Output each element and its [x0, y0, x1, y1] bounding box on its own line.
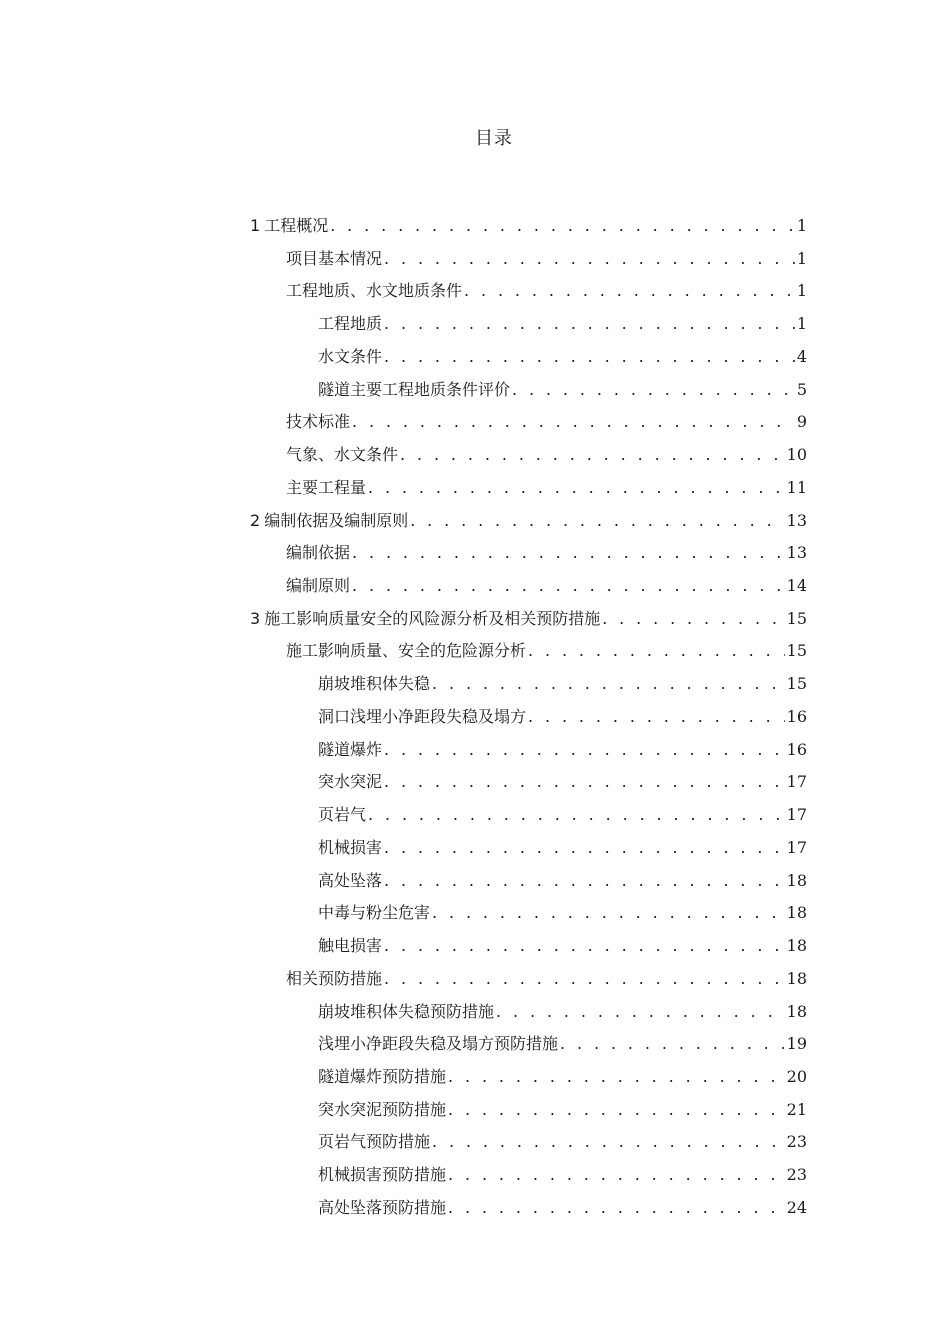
- toc-entry-title: 气象、水文条件: [286, 445, 399, 465]
- toc-entry[interactable]: [318, 303, 807, 335]
- toc-entry-page-number: 15: [786, 608, 807, 628]
- toc-entry-page-number: 1: [796, 281, 807, 301]
- toc-entry[interactable]: [318, 1154, 807, 1186]
- toc-entry[interactable]: [318, 761, 807, 793]
- toc-entry-page-number: 9: [796, 412, 807, 432]
- toc-entry-title: 隧道爆炸预防措施: [318, 1066, 447, 1086]
- toc-entry-page-number: 17: [786, 837, 807, 857]
- toc-entry[interactable]: [318, 1187, 807, 1219]
- toc-dot-leader: [384, 771, 785, 793]
- toc-entry-page-number: 15: [786, 641, 807, 661]
- toc-entry-title: 中毒与粉尘危害: [318, 903, 431, 923]
- toc-entry[interactable]: [318, 991, 807, 1023]
- toc-entry[interactable]: [318, 369, 807, 401]
- toc-entry-page-number: 11: [786, 477, 807, 497]
- toc-entry-title: 技术标准: [286, 412, 351, 432]
- toc-entry-page-number: 5: [796, 379, 807, 399]
- toc-dot-leader: [352, 542, 785, 564]
- toc-entry-title: 触电损害: [318, 936, 383, 956]
- toc-dot-leader: [352, 575, 785, 597]
- toc-entry-page-number: 1: [796, 314, 807, 334]
- toc-entry-page-number: 23: [786, 1165, 807, 1185]
- toc-entry-title: 工程地质、水文地质条件: [286, 281, 463, 301]
- toc-entry-title: 洞口浅埋小净距段失稳及塌方: [318, 706, 527, 726]
- toc-entry[interactable]: [318, 1023, 807, 1055]
- toc-entry[interactable]: [318, 892, 807, 924]
- toc-entry-title: 高处坠落预防措施: [318, 1197, 447, 1217]
- toc-entry[interactable]: [286, 467, 807, 499]
- toc-entry-page-number: 18: [786, 936, 807, 956]
- toc-entry-number: 3: [250, 608, 261, 628]
- toc-entry[interactable]: [286, 401, 807, 433]
- toc-dot-leader: [384, 346, 795, 368]
- toc-entry[interactable]: [250, 598, 807, 630]
- toc-entry-title: 突水突泥预防措施: [318, 1099, 447, 1119]
- toc-entry[interactable]: [318, 794, 807, 826]
- toc-entry[interactable]: [286, 630, 807, 662]
- toc-dot-leader: [496, 1001, 785, 1023]
- toc-entry-page-number: 17: [786, 805, 807, 825]
- toc-entry-title: 编制依据: [286, 543, 351, 563]
- toc-entry-title: 机械损害: [318, 837, 383, 857]
- toc-dot-leader: [432, 1131, 785, 1153]
- toc-entry[interactable]: [286, 238, 807, 270]
- toc-entry[interactable]: [318, 1121, 807, 1153]
- toc-dot-leader: [528, 640, 785, 662]
- toc-entry-title: 工程概况: [264, 216, 329, 235]
- toc-dot-leader: [384, 248, 795, 270]
- toc-dot-leader: [330, 215, 795, 237]
- toc-entry[interactable]: [318, 663, 807, 695]
- toc-entry-title: 突水突泥: [318, 772, 383, 792]
- toc-dot-leader: [432, 902, 785, 924]
- toc-entry-page-number: 10: [786, 445, 807, 465]
- toc-entry[interactable]: [318, 729, 807, 761]
- toc-entry[interactable]: [286, 434, 807, 466]
- toc-entry[interactable]: [318, 827, 807, 859]
- toc-dot-leader: [528, 706, 785, 728]
- toc-entry-page-number: 19: [786, 1034, 807, 1054]
- toc-entry[interactable]: [286, 532, 807, 564]
- toc-entry-title: 编制依据及编制原则: [264, 510, 409, 530]
- toc-entry[interactable]: [318, 336, 807, 368]
- toc-entry-page-number: 18: [786, 1001, 807, 1021]
- toc-entry-title: 机械损害预防措施: [318, 1165, 447, 1185]
- toc-entry-page-number: 16: [786, 739, 807, 759]
- toc-dot-leader: [384, 837, 785, 859]
- toc-entry-page-number: 15: [786, 674, 807, 694]
- toc-entry-title: 工程地质: [318, 314, 383, 334]
- toc-dot-leader: [384, 935, 785, 957]
- toc-entry-page-number: 17: [786, 772, 807, 792]
- toc-dot-leader: [400, 444, 785, 466]
- toc-entry[interactable]: [318, 1089, 807, 1121]
- toc-dot-leader: [448, 1197, 785, 1219]
- toc-entry-title: 项目基本情况: [286, 248, 383, 268]
- toc-dot-leader: [384, 739, 785, 761]
- toc-entry[interactable]: [250, 500, 807, 532]
- toc-dot-leader: [368, 477, 785, 499]
- toc-entry-page-number: 20: [786, 1066, 807, 1086]
- toc-entry-title: 相关预防措施: [286, 968, 383, 988]
- toc-entry-page-number: 1: [796, 216, 807, 235]
- toc-dot-leader: [432, 673, 785, 695]
- toc-dot-leader: [368, 804, 785, 826]
- toc-dot-leader: [512, 379, 795, 401]
- toc-entry[interactable]: [318, 696, 807, 728]
- toc-entry-page-number: 18: [786, 870, 807, 890]
- toc-entry-page-number: 21: [786, 1099, 807, 1119]
- toc-entry-title: 施工影响质量、安全的危险源分析: [286, 641, 527, 661]
- toc-entry-number: 2: [250, 510, 261, 530]
- toc-dot-leader: [602, 608, 784, 630]
- toc-dot-leader: [384, 968, 785, 990]
- toc-entry-title: 崩坡堆积体失稳: [318, 674, 431, 694]
- toc-entry-title: 施工影响质量安全的风险源分析及相关预防措施: [264, 608, 601, 628]
- toc-dot-leader: [464, 280, 795, 302]
- toc-dot-leader: [410, 510, 784, 532]
- toc-dot-leader: [448, 1066, 785, 1088]
- toc-entry-title: 崩坡堆积体失稳预防措施: [318, 1001, 495, 1021]
- toc-entry[interactable]: [286, 565, 807, 597]
- toc-entry-title: 水文条件: [318, 346, 383, 366]
- page-title: 目录: [475, 128, 513, 149]
- toc-dot-leader: [384, 313, 795, 335]
- toc-entry-page-number: 16: [786, 706, 807, 726]
- toc-dot-leader: [560, 1033, 785, 1055]
- toc-dot-leader: [352, 411, 795, 433]
- toc-entry-page-number: 24: [786, 1197, 807, 1217]
- toc-entry-page-number: 23: [786, 1132, 807, 1152]
- toc-entry-page-number: 13: [786, 543, 807, 563]
- toc-entry-title: 页岩气预防措施: [318, 1132, 431, 1152]
- toc-entry[interactable]: [318, 1056, 807, 1088]
- toc-entry-page-number: 4: [796, 346, 807, 366]
- toc-entry-title: 隧道主要工程地质条件评价: [318, 379, 511, 399]
- toc-entry[interactable]: [286, 958, 807, 990]
- toc-entry-page-number: 1: [796, 248, 807, 268]
- toc-entry-page-number: 18: [786, 903, 807, 923]
- toc-entry-title: 编制原则: [286, 576, 351, 596]
- toc-entry-number: 1: [250, 216, 261, 235]
- toc-entry[interactable]: [318, 925, 807, 957]
- toc-entry-title: 页岩气: [318, 805, 367, 825]
- toc-entry-title: 主要工程量: [286, 477, 367, 497]
- toc-entry-page-number: 13: [786, 510, 807, 530]
- toc-entry[interactable]: [286, 270, 807, 302]
- toc-entry[interactable]: [250, 205, 807, 237]
- toc-dot-leader: [448, 1099, 785, 1121]
- toc-entry[interactable]: [318, 860, 807, 892]
- toc-entry-page-number: 14: [786, 576, 807, 596]
- toc-entry-page-number: 18: [786, 968, 807, 988]
- toc-entry-title: 浅埋小净距段失稳及塌方预防措施: [318, 1034, 559, 1054]
- toc-dot-leader: [448, 1164, 785, 1186]
- toc-entry-title: 高处坠落: [318, 870, 383, 890]
- toc-entry-title: 隧道爆炸: [318, 739, 383, 759]
- toc-dot-leader: [384, 870, 785, 892]
